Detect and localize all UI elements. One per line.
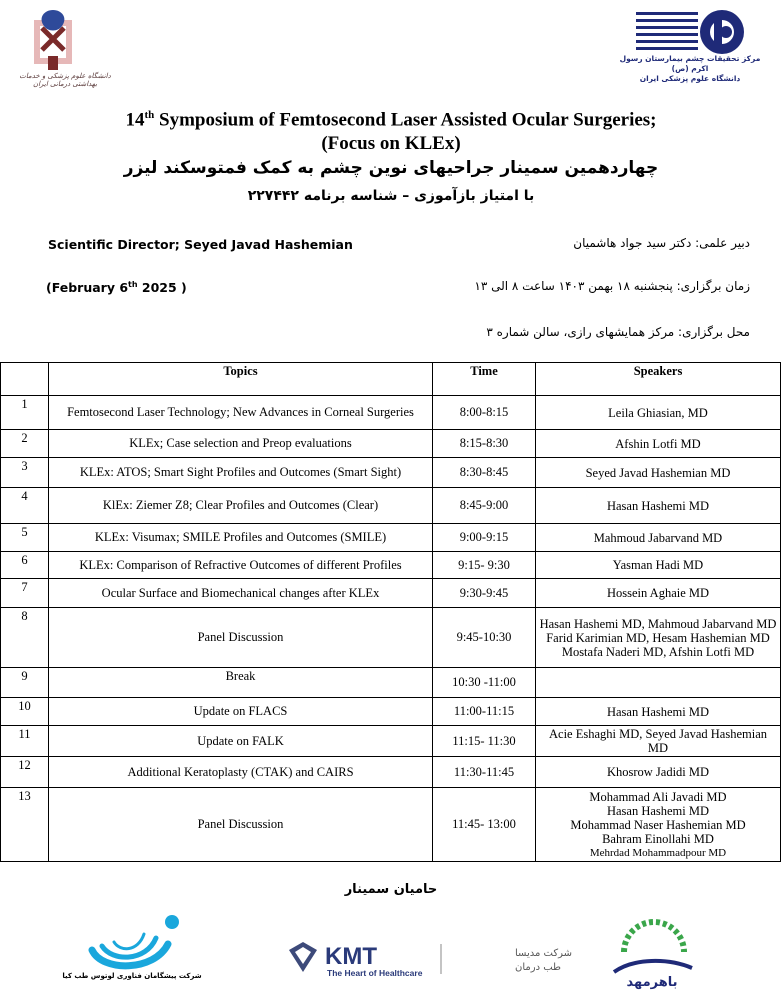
page-title-en [0,103,782,156]
event-date-en [46,280,187,295]
row-speakers [536,788,781,862]
speaker-name: Farid Karimian MD, Hesam Hashemian MD [546,630,770,645]
row-time: 11:00-11:15 [433,698,536,726]
sponsor-lotus-caption: شرکت پیشگامان فناوری لوتوس طب کیا [62,972,202,980]
speaker-name: Mehrdad Mohammadpour MD [589,846,727,859]
row-time: 9:15- 9:30 [433,552,536,579]
row-number: 4 [1,488,49,524]
program-table-body [1,396,781,862]
scientific-director-fa: دبیر علمی: دکتر سید جواد هاشمیان [573,236,750,250]
table-row [1,524,781,552]
speaker-name: Mostafa Naderi MD, Afshin Lotfi MD [561,644,755,659]
row-topic: KLEx; Case selection and Preop evaluations [49,430,433,458]
kmt-brand-text: KMT [325,943,377,970]
row-speakers [536,524,781,552]
university-emblem-icon [18,6,88,76]
table-row [1,668,781,698]
speaker-name: Hasan Hashemi MD [606,498,710,513]
speaker-name: Yasman Hadi MD [612,558,704,572]
university-logo-caption: دانشگاه علوم پزشکی و خدمات بهداشتی درمانی ایران [19,72,111,88]
row-speakers [536,757,781,788]
page-title-fa: چهاردهمین سمینار جراحیهای نوین چشم به کمک فمتوسکند لیزر [123,158,659,178]
speaker-name: Bahram Einollahi MD [602,831,714,846]
row-time: 8:15-8:30 [433,430,536,458]
eye-research-caption-line1: مرکز تحقیقات چشم بیمارستان رسول اکرم (ص) [619,54,761,73]
eye-research-center-logo [636,8,748,60]
speaker-name: Mahmoud Jabarvand MD [593,530,723,545]
row-topic: Femtosecond Laser Technology; New Advances in Corneal Surgeries [49,396,433,430]
speaker-name: Mohammad Naser Hashemian MD [570,817,746,832]
date-en-ordinal-suffix: th [128,280,138,289]
scientific-director-en: Scientific Director; Seyed Javad Hashemian [48,237,353,252]
eye-research-logo-caption [610,54,770,84]
sponsor-kmt-logo [283,938,573,982]
event-date-fa: زمان برگزاری: پنجشنبه ۱۸ بهمن ۱۴۰۳ ساعت ۸ الی ۱۳ [474,279,750,293]
row-speakers [536,579,781,608]
row-topic: Panel Discussion [49,788,433,862]
row-time: 11:30-11:45 [433,757,536,788]
row-speakers [536,726,781,757]
row-speakers [536,458,781,488]
speaker-name: Mohammad Ali Javadi MD [589,789,727,804]
row-number: 13 [1,788,49,862]
row-number: 8 [1,608,49,668]
row-number: 9 [1,668,49,698]
page-subtitle-fa: با امتیاز بازآموزی – شناسه برنامه ۲۲۷۴۴۲ [247,188,535,204]
row-time: 11:45- 13:00 [433,788,536,862]
speaker-name: Seyed Javad Hashemian MD [585,465,731,480]
row-number: 12 [1,757,49,788]
date-en-prefix: (February 6 [46,280,129,296]
row-speakers [536,698,781,726]
table-row [1,757,781,788]
eye-research-caption-line2: دانشگاه علوم پزشکی ایران [639,74,741,83]
header-topics: Topics [49,363,433,396]
row-number: 3 [1,458,49,488]
row-number: 5 [1,524,49,552]
row-time: 8:00-8:15 [433,396,536,430]
row-time: 9:45-10:30 [433,608,536,668]
row-speakers [536,396,781,430]
sponsor-bahermahd-logo [596,910,706,988]
row-time: 8:30-8:45 [433,458,536,488]
row-time: 11:15- 11:30 [433,726,536,757]
speaker-name: Khosrow Jadidi MD [606,765,710,779]
kmt-tagline-text: The Heart of Healthcare [327,968,423,978]
bahermahd-brand-text: باهرمهد [626,975,678,990]
table-row [1,430,781,458]
row-speakers [536,668,781,698]
row-topic: Panel Discussion [49,608,433,668]
row-topic: KLEx: Visumax; SMILE Profiles and Outcomes (SMILE) [49,524,433,552]
bahermahd-arc-icon [596,910,706,988]
row-speakers [536,430,781,458]
row-speakers [536,608,781,668]
row-speakers [536,552,781,579]
table-row [1,698,781,726]
row-topic: Ocular Surface and Biomechanical changes after KLEx [49,579,433,608]
row-number: 7 [1,579,49,608]
row-number: 2 [1,430,49,458]
speaker-name: Acie Eshaghi MD, Seyed Javad Hashemian MD [549,727,767,755]
row-speakers [536,488,781,524]
table-row [1,552,781,579]
row-number: 11 [1,726,49,757]
header-time: Time [433,363,536,396]
kmt-fa-line1: شرکت مدیسا [515,948,573,959]
table-header-row [1,363,781,396]
title-ordinal-suffix: th [144,109,155,121]
row-time: 10:30 -11:00 [433,668,536,698]
date-en-suffix: 2025 ) [137,280,187,296]
row-topic: KlEx: Ziemer Z8; Clear Profiles and Outcomes (Clear) [49,488,433,524]
row-topic: Additional Keratoplasty (CTAK) and CAIRS [49,757,433,788]
row-time: 9:00-9:15 [433,524,536,552]
kmt-fa-line2: طب درمان [515,962,561,973]
table-row [1,396,781,430]
title-line2: (Focus on KLEx) [321,133,461,155]
event-venue-fa: محل برگزاری: مرکز همایشهای رازی، سالن شماره ۳ [486,325,750,339]
row-time: 8:45-9:00 [433,488,536,524]
header-speakers: Speakers [536,363,781,396]
eye-research-logo-icon [636,8,748,60]
row-topic: Update on FALK [49,726,433,757]
speaker-name: Hasan Hashemi MD [606,704,710,719]
lotus-swirl-icon [72,908,192,974]
program-table [0,362,781,862]
speaker-name: Hasan Hashemi MD, Mahmoud Jabarvand MD [539,616,777,631]
row-topic: KLEx: Comparison of Refractive Outcomes of different Profiles [49,552,433,579]
table-row [1,579,781,608]
row-topic: Break [49,668,433,698]
row-number: 6 [1,552,49,579]
speaker-name: Hasan Hashemi MD [606,803,710,818]
table-row [1,458,781,488]
table-row [1,726,781,757]
kmt-heart-icon [283,938,573,982]
row-number: 10 [1,698,49,726]
title-number: 14 [125,109,145,131]
title-text: Symposium of Femtosecond Laser Assisted Ocular Surgeries; [154,109,657,131]
row-topic: KLEx: ATOS; Smart Sight Profiles and Outcomes (Smart Sight) [49,458,433,488]
speaker-name: Leila Ghiasian, MD [608,405,708,420]
header-number [1,363,49,396]
speaker-name: Hossein Aghaie MD [606,586,710,600]
row-topic: Update on FLACS [49,698,433,726]
row-time: 9:30-9:45 [433,579,536,608]
sponsors-title: حامیان سمینار [344,882,438,897]
table-row [1,788,781,862]
speaker-name: Afshin Lotfi MD [615,436,701,451]
table-row [1,608,781,668]
row-number: 1 [1,396,49,430]
table-row [1,488,781,524]
